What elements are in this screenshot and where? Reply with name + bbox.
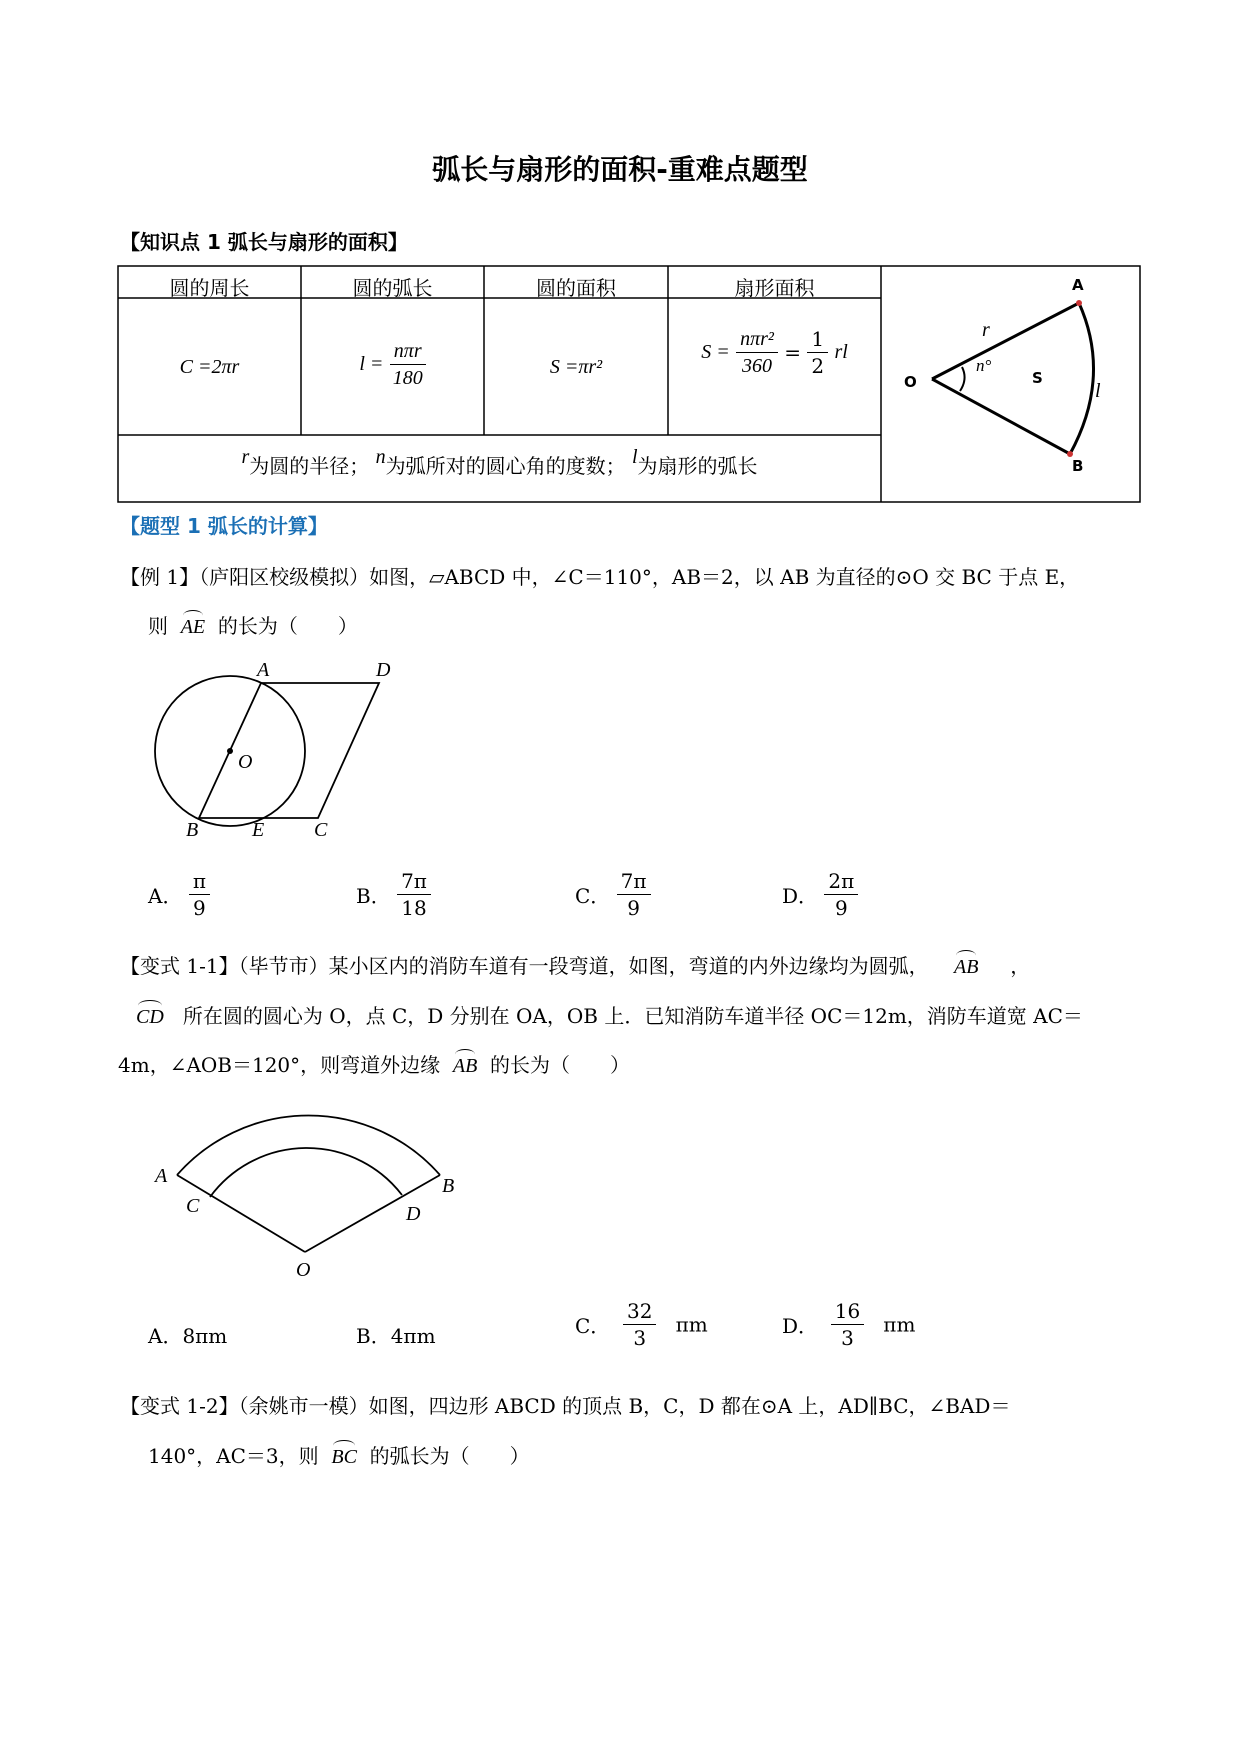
option-d-label: D． <box>782 884 819 908</box>
variant1-1-arc-AB-2: AB <box>452 1055 478 1077</box>
header-sector-area: 扇形面积 <box>734 276 815 300</box>
example1-arc-AE: AE <box>180 616 206 638</box>
variant1-1-line3-pre: 4m，∠AOB＝120°，则弯道外边缘 <box>118 1053 441 1077</box>
option-b-num: 7π <box>397 868 431 895</box>
formula-arc-num: nπr <box>390 338 426 365</box>
sector-label-A: A <box>1072 276 1084 294</box>
note-r-text: 为圆的半径； <box>249 454 370 478</box>
v11-option-d-den: 3 <box>841 1326 854 1350</box>
note-n-text: 为弧所对的圆心角的度数； <box>385 454 626 478</box>
example1-option-b[interactable] <box>356 868 431 921</box>
formula-sector-num: nπr² <box>736 326 778 353</box>
v11-label-B: B <box>442 1175 455 1197</box>
v11-option-c-tail: πm <box>675 1312 708 1337</box>
v11-label-O: O <box>296 1259 311 1281</box>
example1-line1: 【例 1】（庐阳区校级模拟）如图，▱ABCD 中，∠C＝110°，AB＝2，以 AB 为直径的⊙O 交 BC 于点 E， <box>120 565 1080 589</box>
option-d-num: 2π <box>824 868 858 895</box>
ex1-label-C: C <box>314 819 328 841</box>
variant1-1-line2 <box>136 1000 1083 1029</box>
variant1-2-line2 <box>148 1440 530 1469</box>
formula-circle-area: S =πr² <box>549 356 603 378</box>
option-d-den: 9 <box>834 896 848 920</box>
note-l: l <box>631 446 638 468</box>
variant1-1-figure <box>150 1095 470 1285</box>
ex1-label-O: O <box>238 751 253 773</box>
variant1-2-line2-post: 的弧长为（ ） <box>369 1444 530 1468</box>
knowledge-point-heading: 【知识点 1 弧长与扇形的面积】 <box>120 230 408 254</box>
option-c-num: 7π <box>617 868 651 895</box>
v11-label-C: C <box>186 1195 200 1217</box>
variant1-1-arc-CD: CD <box>136 1006 164 1028</box>
v11-option-c-num: 32 <box>623 1298 656 1325</box>
note-r: r <box>241 446 250 468</box>
formula-arc-length <box>301 338 484 391</box>
note-l-text: 为扇形的弧长 <box>637 454 758 478</box>
formula-arc-den: 180 <box>392 367 423 389</box>
variant1-1-option-b[interactable]: B．4πm <box>356 1324 436 1348</box>
ex1-label-B: B <box>186 819 199 841</box>
sector-label-B: B <box>1072 457 1084 475</box>
v11-option-d-num: 16 <box>831 1298 864 1325</box>
formula-sector-lhs: S = <box>701 341 730 363</box>
variant1-2-line2-pre: 140°，AC＝3，则 <box>148 1444 319 1468</box>
formula-sector-tail: rl <box>834 341 848 363</box>
formula-half-den: 2 <box>811 354 825 378</box>
option-b-label: B． <box>356 884 391 908</box>
option-b-den: 18 <box>401 896 427 920</box>
v11-option-c-den: 3 <box>633 1326 647 1350</box>
formula-half-num: 1 <box>807 326 828 353</box>
variant1-1-option-d[interactable] <box>782 1298 915 1351</box>
formula-sector-area <box>668 326 881 379</box>
page-title: 弧长与扇形的面积-重难点题型 <box>432 153 808 186</box>
sector-figure <box>882 267 1138 501</box>
option-c-label: C． <box>575 884 611 908</box>
formula-sector-den: 360 <box>741 355 772 377</box>
sector-label-r: r <box>982 319 990 341</box>
table-note <box>118 446 881 479</box>
variant1-1-line3 <box>118 1049 630 1078</box>
example1-option-c[interactable] <box>575 868 651 921</box>
variant1-1-option-a[interactable]: A．8πm <box>148 1324 228 1348</box>
variant1-1-line1-post: ， <box>1010 954 1031 978</box>
option-a-label: A． <box>148 884 183 908</box>
example1-line2-post: 的长为（ ） <box>217 614 358 638</box>
sector-label-n: n° <box>976 356 992 375</box>
variant1-2-line1: 【变式 1-2】（余姚市一模）如图，四边形 ABCD 的顶点 B，C，D 都在⊙A 上，AD∥BC，∠BAD＝ <box>120 1394 1011 1418</box>
formula-arc-lhs: l = <box>359 353 384 375</box>
ex1-label-E: E <box>252 819 265 841</box>
example1-line2-pre: 则 <box>148 614 168 638</box>
variant1-1-line3-post: 的长为（ ） <box>490 1053 631 1077</box>
v11-label-A: A <box>155 1165 168 1187</box>
example1-option-a[interactable] <box>148 868 210 921</box>
header-circumference: 圆的周长 <box>169 276 250 300</box>
sector-label-O: O <box>904 373 917 391</box>
sector-label-S: S <box>1032 369 1043 387</box>
option-c-den: 9 <box>627 896 640 920</box>
header-circle-area: 圆的面积 <box>536 276 616 300</box>
variant1-1-arc-AB: AB <box>954 956 979 978</box>
header-arc-length: 圆的弧长 <box>352 276 433 300</box>
variant1-1-option-c[interactable] <box>575 1298 708 1351</box>
v11-label-D: D <box>406 1203 421 1225</box>
ex1-label-D: D <box>376 659 391 681</box>
formula-sector-eq: = <box>784 340 801 365</box>
variant1-1-line1-pre: 【变式 1-1】（毕节市）某小区内的消防车道有一段弯道，如图，弯道的内外边缘均为圆弧， <box>120 954 929 978</box>
formula-circumference: C =2πr <box>179 356 240 378</box>
variant1-1-line2-post: 所在圆的圆心为 O，点 C，D 分别在 OA，OB 上．已知消防车道半径 OC＝12m，消防车道宽 AC＝ <box>182 1004 1083 1028</box>
question-type-heading: 【题型 1 弧长的计算】 <box>120 514 328 538</box>
v11-option-c-label: C． <box>575 1314 611 1338</box>
option-a-den: 9 <box>193 896 206 920</box>
v11-option-d-label: D． <box>782 1314 819 1338</box>
ex1-label-A: A <box>257 659 270 681</box>
variant1-1-line1 <box>120 950 1030 979</box>
note-n: n <box>375 446 386 468</box>
option-a-num: π <box>189 868 210 895</box>
example1-line2 <box>148 610 358 639</box>
variant1-2-arc-BC: BC <box>331 1446 357 1468</box>
sector-label-l: l <box>1095 380 1101 402</box>
v11-option-d-tail: πm <box>883 1312 916 1337</box>
example1-option-d[interactable] <box>782 868 858 921</box>
example1-figure <box>140 655 410 845</box>
